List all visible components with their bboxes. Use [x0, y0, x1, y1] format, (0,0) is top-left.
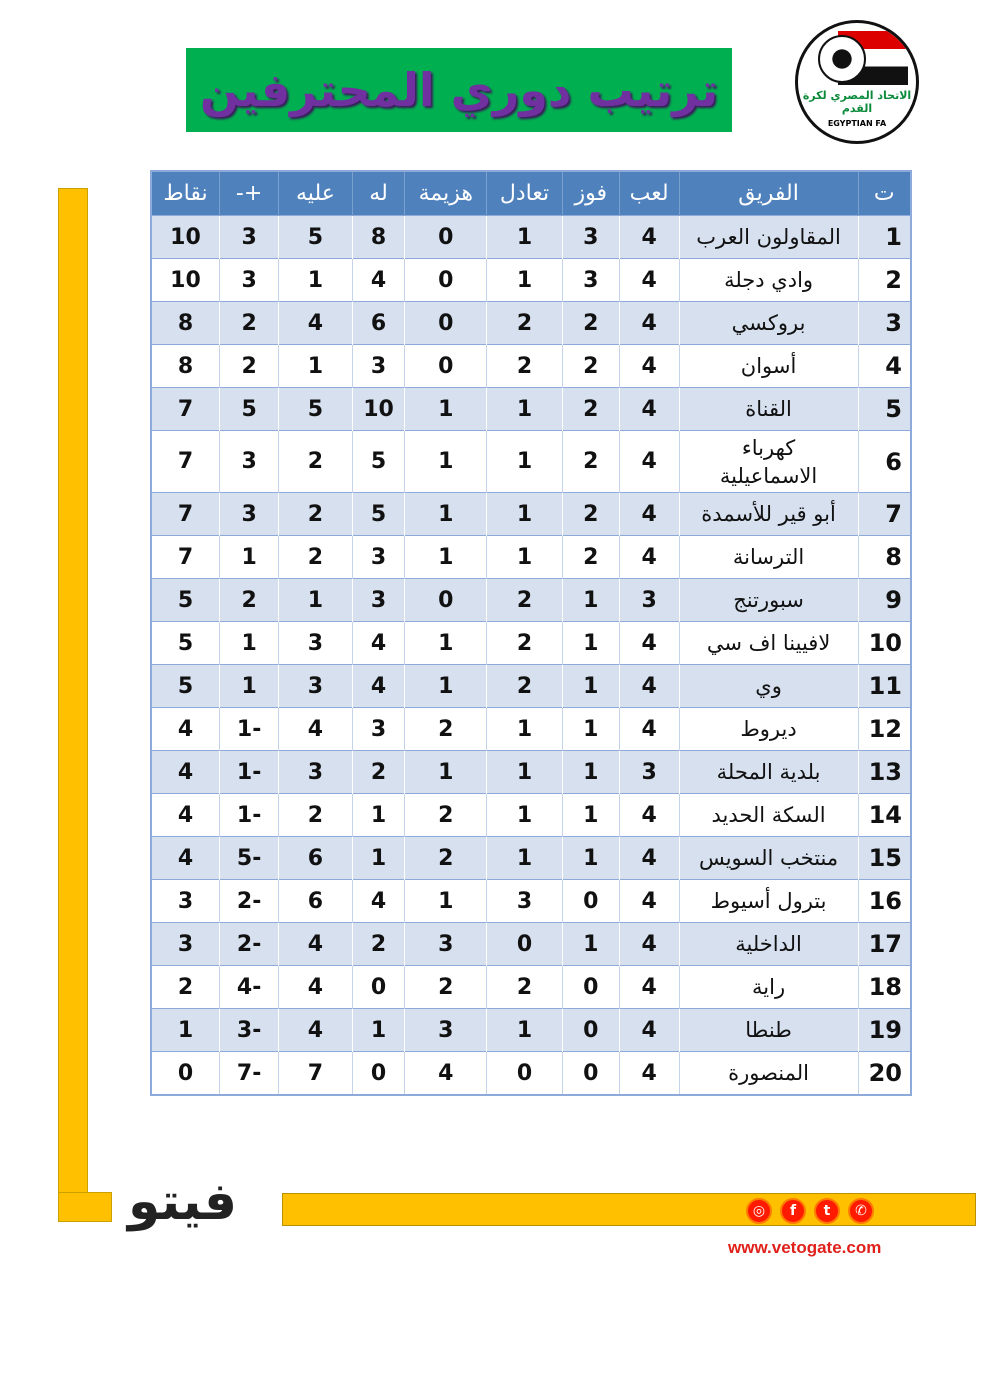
stat-cell: 4: [619, 536, 679, 579]
stat-cell: 3: [279, 622, 352, 665]
table-row: [151, 216, 911, 259]
stat-cell: 3: [279, 751, 352, 794]
stat-cell: 2: [487, 966, 563, 1009]
stat-cell: 1: [405, 665, 487, 708]
stat-cell: 4: [619, 880, 679, 923]
stat-cell: 2: [219, 579, 278, 622]
rank-cell: 14: [858, 794, 911, 837]
stat-cell: 8: [151, 302, 219, 345]
stat-cell: 10: [352, 388, 405, 431]
stat-cell: 0: [562, 1009, 619, 1052]
stat-cell: 0: [405, 259, 487, 302]
stat-cell: -2: [219, 880, 278, 923]
team-cell: بروكسي: [679, 302, 858, 345]
stat-cell: 4: [405, 1052, 487, 1096]
instagram-icon[interactable]: ◎: [746, 1198, 772, 1224]
stat-cell: 1: [562, 708, 619, 751]
stat-cell: 4: [279, 923, 352, 966]
twitter-icon[interactable]: t: [814, 1198, 840, 1224]
stat-cell: 2: [487, 665, 563, 708]
table-row: [151, 493, 911, 536]
table-row: [151, 966, 911, 1009]
table-row: [151, 536, 911, 579]
stat-cell: 2: [562, 388, 619, 431]
stat-cell: 5: [151, 665, 219, 708]
stat-cell: 2: [405, 794, 487, 837]
rank-cell: 20: [858, 1052, 911, 1096]
rank-cell: 5: [858, 388, 911, 431]
stat-cell: 1: [562, 923, 619, 966]
stat-cell: 4: [619, 622, 679, 665]
column-header: له: [352, 171, 405, 216]
stat-cell: 4: [151, 794, 219, 837]
stat-cell: 3: [352, 579, 405, 622]
stat-cell: 2: [279, 794, 352, 837]
stat-cell: 2: [562, 493, 619, 536]
rank-cell: 8: [858, 536, 911, 579]
stat-cell: 5: [352, 431, 405, 493]
stat-cell: 3: [352, 345, 405, 388]
team-cell: منتخب السويس: [679, 837, 858, 880]
stat-cell: 7: [279, 1052, 352, 1096]
stat-cell: 2: [352, 923, 405, 966]
stat-cell: 2: [487, 579, 563, 622]
page-title: ترتيب دوري المحترفين: [199, 63, 719, 117]
team-cell: المقاولون العرب: [679, 216, 858, 259]
stat-cell: 1: [352, 837, 405, 880]
stat-cell: 1: [151, 1009, 219, 1052]
table-row: [151, 579, 911, 622]
stat-cell: 4: [619, 302, 679, 345]
stat-cell: 2: [487, 302, 563, 345]
rank-cell: 11: [858, 665, 911, 708]
stat-cell: 1: [562, 837, 619, 880]
stat-cell: 1: [279, 579, 352, 622]
stat-cell: 5: [151, 579, 219, 622]
column-header: الفريق: [679, 171, 858, 216]
stat-cell: 3: [219, 493, 278, 536]
table-row: [151, 880, 911, 923]
team-cell: الترسانة: [679, 536, 858, 579]
stat-cell: 1: [219, 622, 278, 665]
decorative-bar-vertical: [58, 188, 88, 1222]
stat-cell: 4: [619, 837, 679, 880]
table-row: [151, 1052, 911, 1096]
facebook-icon[interactable]: f: [780, 1198, 806, 1224]
stat-cell: 1: [562, 665, 619, 708]
stat-cell: 4: [151, 708, 219, 751]
stat-cell: 1: [562, 579, 619, 622]
stat-cell: 3: [151, 923, 219, 966]
stat-cell: 0: [151, 1052, 219, 1096]
stat-cell: 0: [405, 216, 487, 259]
stat-cell: 4: [619, 794, 679, 837]
rank-cell: 18: [858, 966, 911, 1009]
stat-cell: 0: [562, 1052, 619, 1096]
stat-cell: 7: [151, 493, 219, 536]
rank-cell: 15: [858, 837, 911, 880]
column-header: تعادل: [487, 171, 563, 216]
table-row: [151, 345, 911, 388]
stat-cell: 6: [279, 837, 352, 880]
stat-cell: 1: [487, 1009, 563, 1052]
stat-cell: 3: [619, 579, 679, 622]
stat-cell: 0: [562, 966, 619, 1009]
brand-text: فيتو: [128, 1172, 238, 1232]
stat-cell: 1: [487, 751, 563, 794]
stat-cell: 1: [219, 665, 278, 708]
title-banner: [186, 48, 732, 132]
stat-cell: 4: [619, 493, 679, 536]
stat-cell: 1: [487, 708, 563, 751]
stat-cell: 7: [151, 431, 219, 493]
column-header: نقاط: [151, 171, 219, 216]
team-cell: بلدية المحلة: [679, 751, 858, 794]
stat-cell: 1: [487, 493, 563, 536]
stat-cell: 4: [619, 1009, 679, 1052]
stat-cell: 3: [352, 708, 405, 751]
stat-cell: 1: [487, 388, 563, 431]
stat-cell: 1: [487, 216, 563, 259]
rank-cell: 19: [858, 1009, 911, 1052]
stat-cell: 1: [405, 536, 487, 579]
rank-cell: 2: [858, 259, 911, 302]
stat-cell: 1: [487, 536, 563, 579]
stat-cell: 5: [279, 216, 352, 259]
column-header: عليه: [279, 171, 352, 216]
stat-cell: 4: [352, 880, 405, 923]
decorative-bar-corner: [58, 1192, 112, 1222]
stat-cell: 3: [352, 536, 405, 579]
stat-cell: 2: [352, 751, 405, 794]
stat-cell: 2: [487, 622, 563, 665]
rank-cell: 17: [858, 923, 911, 966]
stat-cell: -7: [219, 1052, 278, 1096]
stat-cell: 3: [487, 880, 563, 923]
team-cell: القناة: [679, 388, 858, 431]
stat-cell: 3: [219, 431, 278, 493]
rank-cell: 9: [858, 579, 911, 622]
stat-cell: 5: [151, 622, 219, 665]
stat-cell: 8: [352, 216, 405, 259]
stat-cell: 1: [405, 431, 487, 493]
stat-cell: 2: [219, 345, 278, 388]
stat-cell: 3: [562, 216, 619, 259]
team-cell: وادي دجلة: [679, 259, 858, 302]
stat-cell: 2: [279, 493, 352, 536]
stat-cell: 2: [405, 708, 487, 751]
stat-cell: 10: [151, 259, 219, 302]
stat-cell: 4: [619, 345, 679, 388]
team-cell: سبورتنج: [679, 579, 858, 622]
team-cell: طنطا: [679, 1009, 858, 1052]
stat-cell: 3: [405, 923, 487, 966]
stat-cell: 1: [279, 345, 352, 388]
stat-cell: -2: [219, 923, 278, 966]
table-row: [151, 259, 911, 302]
stat-cell: 6: [279, 880, 352, 923]
stat-cell: 4: [619, 665, 679, 708]
stat-cell: 1: [405, 880, 487, 923]
stat-cell: 5: [352, 493, 405, 536]
stat-cell: 1: [219, 536, 278, 579]
rank-cell: 10: [858, 622, 911, 665]
stat-cell: 1: [352, 794, 405, 837]
stat-cell: 2: [279, 536, 352, 579]
stat-cell: 4: [279, 302, 352, 345]
team-cell: بترول أسيوط: [679, 880, 858, 923]
rank-cell: 1: [858, 216, 911, 259]
table-row: [151, 1009, 911, 1052]
stat-cell: 0: [487, 1052, 563, 1096]
column-header: هزيمة: [405, 171, 487, 216]
stat-cell: 4: [619, 388, 679, 431]
stat-cell: 3: [219, 259, 278, 302]
team-cell: أبو قير للأسمدة: [679, 493, 858, 536]
stat-cell: 0: [405, 302, 487, 345]
social-icons: [746, 1198, 874, 1224]
table-row: [151, 751, 911, 794]
team-cell: وي: [679, 665, 858, 708]
stat-cell: 7: [151, 536, 219, 579]
stat-cell: 1: [405, 622, 487, 665]
stat-cell: 10: [151, 216, 219, 259]
stat-cell: 6: [352, 302, 405, 345]
rank-cell: 13: [858, 751, 911, 794]
stat-cell: 0: [562, 880, 619, 923]
team-cell: كهرباء الاسماعيلية: [679, 431, 858, 493]
stat-cell: 2: [562, 302, 619, 345]
table-header-row: [151, 171, 911, 216]
stat-cell: 2: [562, 536, 619, 579]
stat-cell: -1: [219, 708, 278, 751]
stat-cell: 3: [151, 880, 219, 923]
stat-cell: 2: [562, 345, 619, 388]
table-row: [151, 708, 911, 751]
stat-cell: 3: [619, 751, 679, 794]
column-header: لعب: [619, 171, 679, 216]
rank-cell: 7: [858, 493, 911, 536]
stat-cell: 1: [487, 794, 563, 837]
veto-logo: [128, 1172, 237, 1232]
stat-cell: 1: [562, 622, 619, 665]
stat-cell: 1: [487, 431, 563, 493]
stat-cell: 4: [619, 1052, 679, 1096]
column-header: ت: [858, 171, 911, 216]
stat-cell: 1: [405, 751, 487, 794]
rank-cell: 16: [858, 880, 911, 923]
rank-cell: 6: [858, 431, 911, 493]
stat-cell: 4: [151, 837, 219, 880]
rank-cell: 12: [858, 708, 911, 751]
stat-cell: 4: [619, 923, 679, 966]
table-row: [151, 622, 911, 665]
website-link[interactable]: www.vetogate.com: [728, 1238, 882, 1257]
stat-cell: 1: [562, 751, 619, 794]
stat-cell: 2: [487, 345, 563, 388]
team-cell: أسوان: [679, 345, 858, 388]
table-row: [151, 431, 911, 493]
stat-cell: 4: [619, 431, 679, 493]
stat-cell: 3: [219, 216, 278, 259]
logo-arabic-text: الاتحاد المصري لكرة القدم: [802, 89, 912, 115]
stat-cell: 1: [487, 259, 563, 302]
stat-cell: 5: [219, 388, 278, 431]
stat-cell: 2: [219, 302, 278, 345]
column-header: +-: [219, 171, 278, 216]
stat-cell: -5: [219, 837, 278, 880]
stat-cell: 1: [279, 259, 352, 302]
stat-cell: 1: [405, 388, 487, 431]
stat-cell: -1: [219, 751, 278, 794]
stat-cell: 1: [352, 1009, 405, 1052]
rank-cell: 4: [858, 345, 911, 388]
stat-cell: 4: [619, 708, 679, 751]
stat-cell: 4: [352, 259, 405, 302]
table-row: [151, 837, 911, 880]
stat-cell: 4: [619, 216, 679, 259]
stat-cell: 0: [405, 345, 487, 388]
stat-cell: 2: [562, 431, 619, 493]
football-icon: [818, 35, 866, 83]
stat-cell: 2: [151, 966, 219, 1009]
stat-cell: 5: [279, 388, 352, 431]
stat-cell: 4: [619, 259, 679, 302]
table-row: [151, 302, 911, 345]
stat-cell: -1: [219, 794, 278, 837]
stat-cell: 4: [279, 708, 352, 751]
stat-cell: 0: [487, 923, 563, 966]
stat-cell: 2: [405, 837, 487, 880]
rank-cell: 3: [858, 302, 911, 345]
stat-cell: 4: [279, 1009, 352, 1052]
stat-cell: 8: [151, 345, 219, 388]
column-header: فوز: [562, 171, 619, 216]
stat-cell: 0: [352, 966, 405, 1009]
stat-cell: 4: [279, 966, 352, 1009]
stat-cell: 1: [405, 493, 487, 536]
stat-cell: 3: [562, 259, 619, 302]
team-cell: السكة الحديد: [679, 794, 858, 837]
stat-cell: -3: [219, 1009, 278, 1052]
stat-cell: 2: [279, 431, 352, 493]
team-cell: راية: [679, 966, 858, 1009]
table-row: [151, 388, 911, 431]
stat-cell: 4: [352, 622, 405, 665]
stat-cell: 7: [151, 388, 219, 431]
team-cell: لافيينا اف سي: [679, 622, 858, 665]
stat-cell: 4: [619, 966, 679, 1009]
whatsapp-icon[interactable]: ✆: [848, 1198, 874, 1224]
team-cell: الداخلية: [679, 923, 858, 966]
stat-cell: 4: [352, 665, 405, 708]
stat-cell: 1: [562, 794, 619, 837]
table-row: [151, 923, 911, 966]
stat-cell: 3: [405, 1009, 487, 1052]
stat-cell: 2: [405, 966, 487, 1009]
stat-cell: 1: [487, 837, 563, 880]
stat-cell: 0: [352, 1052, 405, 1096]
team-cell: المنصورة: [679, 1052, 858, 1096]
stat-cell: 4: [151, 751, 219, 794]
table-row: [151, 794, 911, 837]
egyptian-fa-logo: [795, 20, 919, 144]
stat-cell: 0: [405, 579, 487, 622]
logo-english-text: EGYPTIAN FA: [827, 119, 887, 128]
team-cell: ديروط: [679, 708, 858, 751]
table-row: [151, 665, 911, 708]
stat-cell: 3: [279, 665, 352, 708]
stat-cell: -4: [219, 966, 278, 1009]
standings-table: [150, 170, 912, 1096]
